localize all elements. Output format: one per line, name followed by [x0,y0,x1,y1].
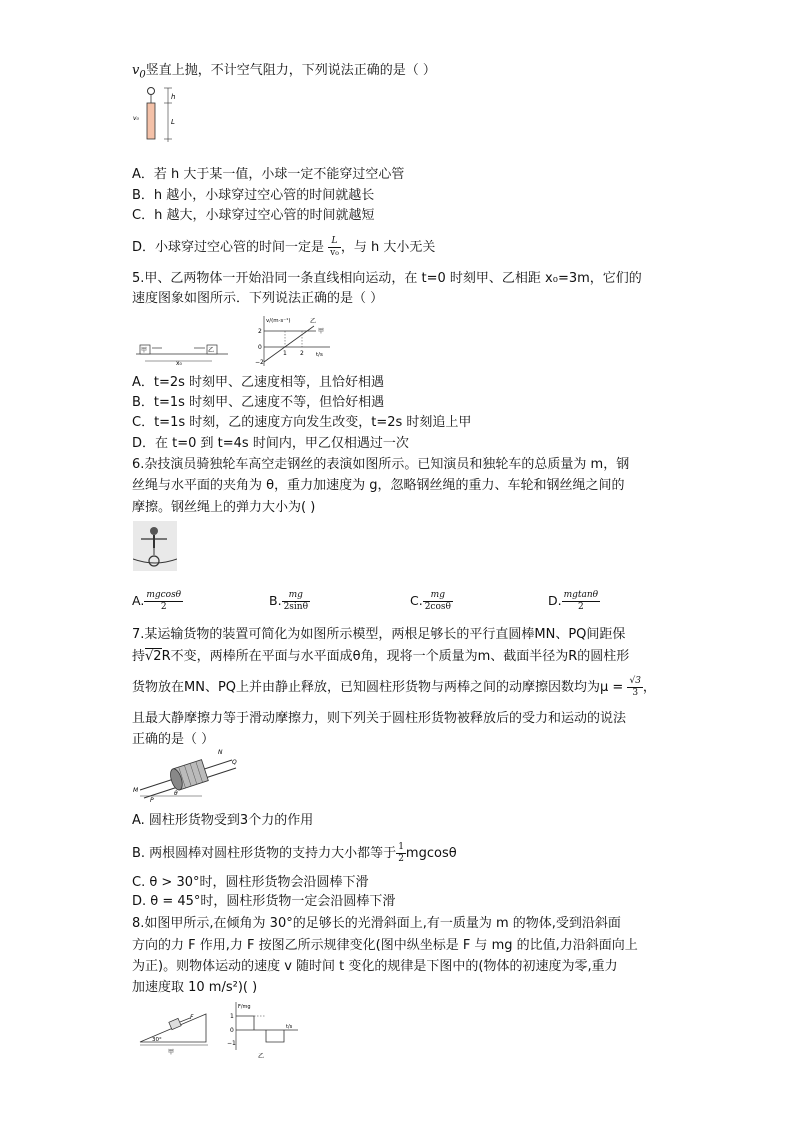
svg-text:Q: Q [232,759,237,766]
label-v-axis: v/(m·s⁻¹) [266,318,291,324]
q4-option-a: A．若 h 大于某一值，小球一定不能穿过空心管 [132,167,405,182]
q4-option-c: C．h 越大，小球穿过空心管的时间就越短 [132,208,375,223]
q7-stem-line3: 货物放在MN、PQ上并由静止释放，已知圆柱形货物与两棒之间的动摩擦因数均为μ = $\frac{√3}{3}$ ， [132,676,656,698]
q7-option-b: B. 两根圆棒对圆柱形货物的支持力大小都等于 $\frac{1}{2}$ mgcosθ [132,842,457,864]
ball [148,88,155,95]
v0-symbol: $v_0$ [132,63,146,81]
label-yi: 乙 [258,1053,265,1060]
q7-stem-line5: 正确的是（ ） [132,732,215,747]
q6-stem-line1: 6.杂技演员骑独轮车高空走钢丝的表演如图所示。已知演员和独轮车的总质量为 m，钢 [132,457,630,472]
label-jia: 甲 [168,1049,175,1056]
svg-text:−1: −1 [227,1040,236,1047]
label-v0: v₀ [133,115,139,122]
svg-text:t/s: t/s [286,1024,293,1030]
label-h: h [171,93,176,101]
q5-stem-line2: 速度图象如图所示．下列说法正确的是（ ） [132,291,384,306]
q7-stem-line4: 且最大静摩擦力等于滑动摩擦力，则下列关于圆柱形货物被释放后的受力和运动的说法 [132,711,627,726]
label-yi: 乙 [208,347,215,354]
q4-option-b: B．h 越小，小球穿过空心管的时间就越长 [132,188,375,203]
label-line-yi: 乙 [310,318,317,325]
svg-text:2: 2 [258,328,262,335]
performer-head [150,527,158,535]
q8-stem-line4: 加速度取 10 m/s²)( ) [132,980,258,995]
svg-text:0: 0 [230,1027,234,1034]
q6-stem-line3: 摩擦。钢丝绳上的弹力大小为( ) [132,500,316,515]
label-t-axis: t/s [316,352,323,358]
q7-option-c: C. θ > 30°时，圆柱形货物会沿圆棒下滑 [132,875,369,890]
label-jia: 甲 [141,347,148,354]
q7-stem-line2: 持√2R不变，两棒所在平面与水平面成θ角，现将一个质量为m、截面半径为R的圆柱形 [132,649,630,664]
svg-text:−2: −2 [255,359,264,366]
mu-fraction: $\frac{√3}{3}$ [629,676,641,698]
svg-text:θ: θ [174,790,178,797]
q6-option-d: D. $\frac{mgtan\theta}{2}$ [548,590,599,612]
q5-option-b: B．t=1s 时刻甲、乙速度不等，但恰好相遇 [132,395,385,410]
q6-option-a: A. $\frac{mgcos\theta}{2}$ [132,590,182,612]
svg-text:1: 1 [230,1013,234,1020]
q8-incline-figure [136,1010,212,1056]
q7-rods-figure [132,746,242,802]
svg-text:2: 2 [300,350,304,357]
q5-option-a: A．t=2s 时刻甲、乙速度相等，且恰好相遇 [132,375,385,390]
q5-option-d: D．在 t=0 到 t=4s 时间内，甲乙仅相遇过一次 [132,436,409,451]
q4-stem: $v_0$竖直上抛，不计空气阻力，下列说法正确的是（ ） [132,63,436,81]
sqrt2: √2 [145,649,162,664]
q5-vt-graph [254,314,334,368]
q7-option-a: A. 圆柱形货物受到3个力的作用 [132,813,314,828]
svg-text:1: 1 [283,350,287,357]
q6-unicycle-figure [133,521,177,571]
q8-stem-line1: 8.如图甲所示,在倾角为 30°的足够长的光滑斜面上,有一质量为 m 的物体,受到沿斜面 [132,916,621,931]
q8-force-graph [226,1000,302,1060]
q6-stem-line2: 丝绳与水平面的夹角为 θ，重力加速度为 g，忽略钢丝绳的重力、车轮和钢丝绳之间的 [132,478,625,493]
svg-text:M: M [133,787,139,794]
q6-option-c: C. $\frac{mg}{2\cos\theta}$ [410,590,451,612]
svg-text:N: N [218,749,223,756]
q5-option-c: C．t=1s 时刻，乙的速度方向发生改变，t=2s 时刻追上甲 [132,415,472,430]
q4-d-fraction: $\frac{L}{\text{v₀}}$ [330,236,339,258]
q7-stem-line1: 7.某运输货物的装置可简化为如图所示模型，两根足够长的平行直圆棒MN、PQ间距保 [132,627,626,642]
q7-option-d: D. θ = 45°时，圆柱形货物一定会沿圆棒下滑 [132,894,396,909]
half-fraction: $\frac{1}{2}$ [398,842,404,864]
hollow-tube [147,103,155,139]
label-x0: x₀ [176,360,182,366]
q8-stem-line2: 方向的力 F 作用,力 F 按图乙所示规律变化(图中纵坐标是 F 与 mg 的比值,力沿斜面向上 [132,938,638,953]
q5-track-figure [132,336,232,366]
svg-text:0: 0 [258,344,262,351]
svg-text:F/mg: F/mg [238,1004,251,1010]
svg-text:P: P [150,797,154,802]
svg-text:30°: 30° [152,1037,162,1043]
q4-option-d: D．小球穿过空心管的时间一定是 $\frac{L}{\text{v₀}}$ ，与 h 大小无关 [132,236,436,258]
label-L: L [171,118,175,126]
label-line-jia: 甲 [318,328,325,335]
svg-text:F: F [190,1014,194,1021]
q4-tube-figure [132,84,192,146]
q8-stem-line3: 为正)。则物体运动的速度 v 随时间 t 变化的规律是下图中的(物体的初速度为零,重力 [132,959,618,974]
q5-stem-line1: 5.甲、乙两物体一开始沿同一条直线相向运动，在 t=0 时刻甲、乙相距 x₀=3m，它们的 [132,271,642,286]
q6-option-b: B. $\frac{mg}{2\sin\theta}$ [269,590,309,612]
